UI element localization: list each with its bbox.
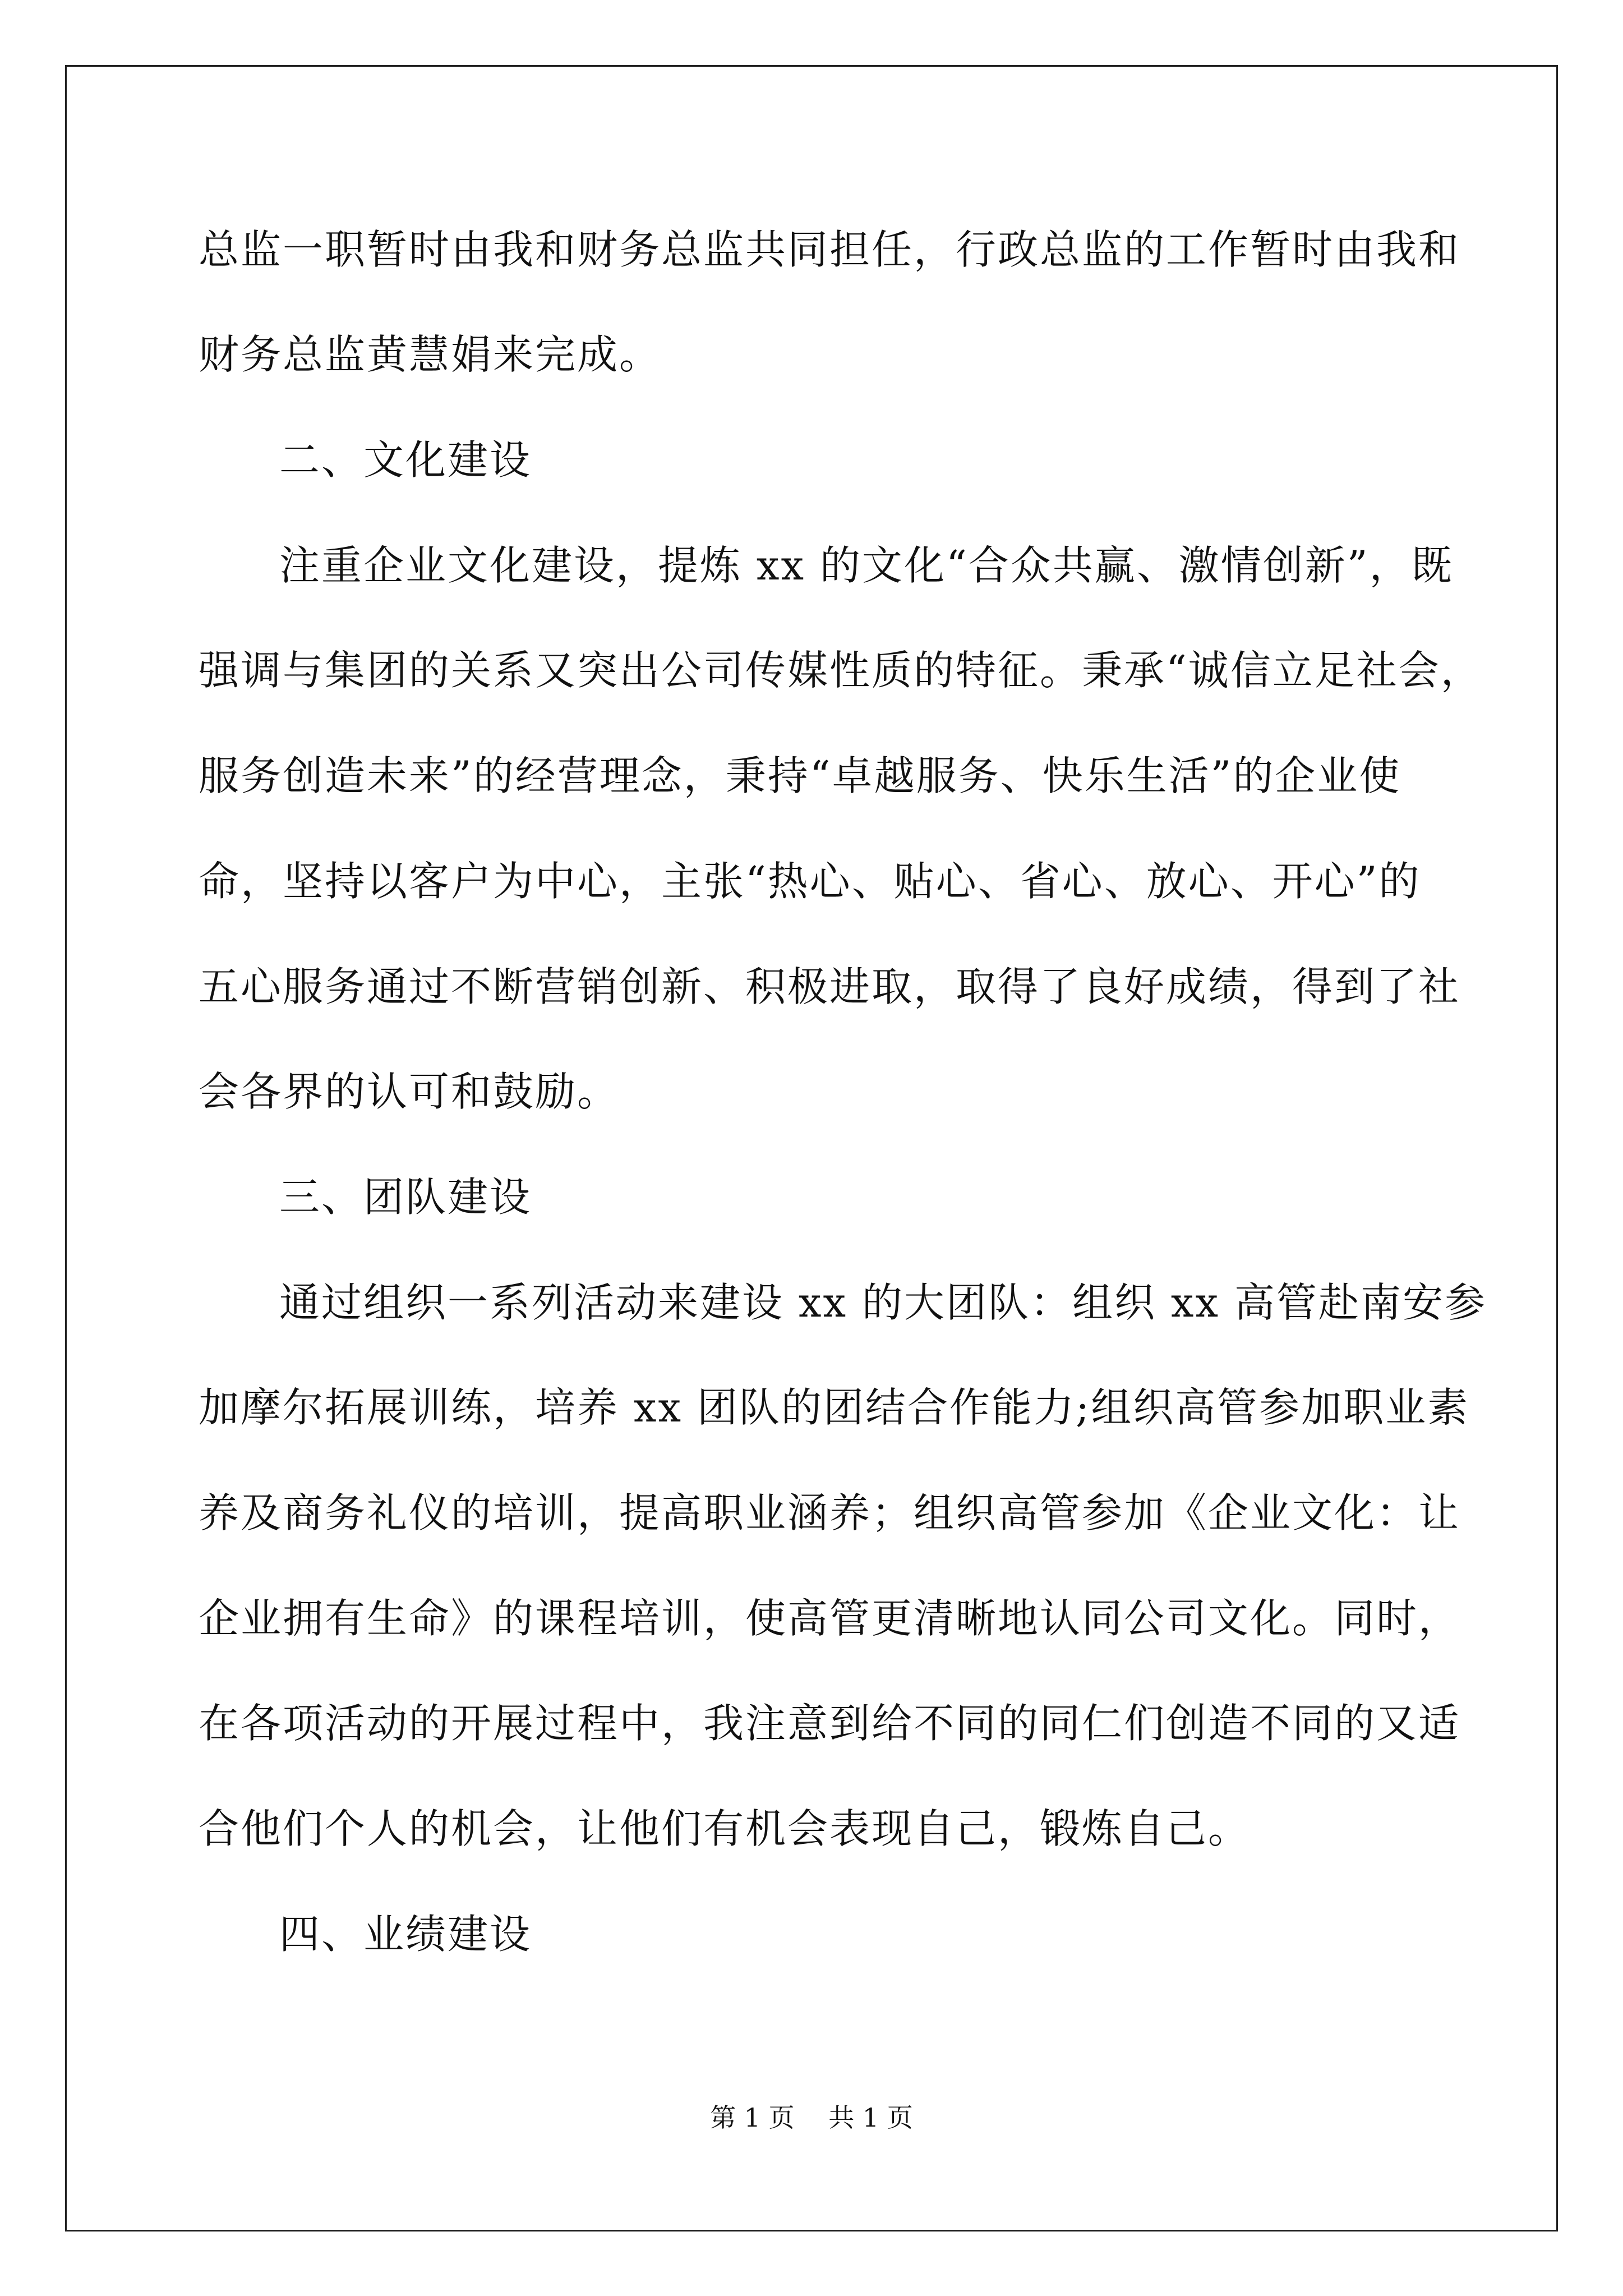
body-text-line: 财务总监黄慧娟来完成。 (199, 331, 662, 378)
body-text-line: 注重企业文化建设，提炼 xx 的文化“合众共赢、激情创新”，既 (279, 542, 1454, 589)
body-text-line: 服务创造未来”的经营理念，秉持“卓越服务、快乐生活”的企业使 (199, 752, 1401, 799)
body-text-line: 合他们个人的机会，让他们有机会表现自己，锻炼自己。 (199, 1805, 1251, 1852)
body-text-line: 总监一职暂时由我和财务总监共同担任，行政总监的工作暂时由我和 (199, 226, 1461, 273)
body-text-line: 通过组织一系列活动来建设 xx 的大团队：组织 xx 高管赴南安参 (279, 1279, 1487, 1326)
body-text-line: 加摩尔拓展训练，培养 xx 团队的团结合作能力;组织高管参加职业素 (199, 1384, 1470, 1431)
body-text-line: 在各项活动的开展过程中，我注意到给不同的同仁们创造不同的又适 (199, 1700, 1461, 1747)
body-text-line: 企业拥有生命》的课程培训，使高管更清晰地认同公司文化。同时， (199, 1595, 1461, 1642)
body-text-line: 养及商务礼仪的培训，提高职业涵养；组织高管参加《企业文化：让 (199, 1489, 1461, 1536)
body-text-line: 会各界的认可和鼓励。 (199, 1068, 620, 1115)
section-heading-culture: 二、文化建设 (279, 436, 532, 484)
page-number-footer: 第 1 页 共 1 页 (710, 2102, 913, 2133)
section-heading-team: 三、团队建设 (279, 1174, 532, 1221)
page-border (65, 65, 1558, 2231)
body-text-line: 五心服务通过不断营销创新、积极进取，取得了良好成绩，得到了社 (199, 963, 1461, 1010)
body-text-line: 强调与集团的关系又突出公司传媒性质的特征。秉承“诚信立足社会， (199, 647, 1483, 694)
section-heading-performance: 四、业绩建设 (279, 1911, 532, 1958)
body-text-line: 命，坚持以客户为中心，主张“热心、贴心、省心、放心、开心”的 (199, 858, 1421, 905)
